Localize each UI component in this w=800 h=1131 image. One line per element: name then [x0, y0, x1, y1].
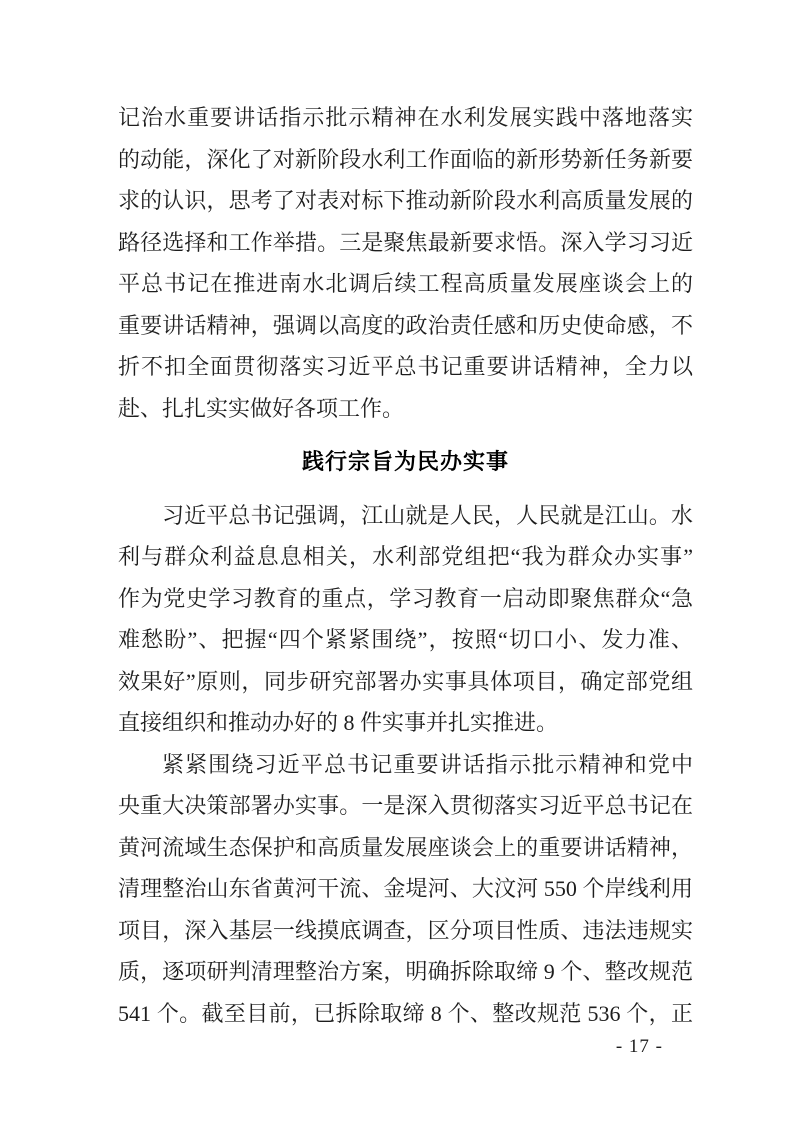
body-line: 黄河流域生态保护和高质量发展座谈会上的重要讲话精神， [118, 834, 693, 860]
body-line: 重要讲话精神，强调以高度的政治责任感和历史使命感，不 [118, 312, 693, 338]
body-line: 求的认识，思考了对表对标下推动新阶段水利高质量发展的 [118, 188, 693, 213]
body-line: 作为党史学习教育的重点，学习教育一启动即聚焦群众“急 [118, 585, 693, 611]
body-line: 利与群众利益息息相关，水利部党组把“我为群众办实事” [118, 544, 693, 569]
body-line: 折不扣全面贯彻落实习近平总书记重要讲话精神，全力以 [118, 354, 693, 379]
body-line: 习近平总书记强调，江山就是人民，人民就是江山。水 [162, 502, 693, 528]
paragraph-continuation [118, 97, 693, 429]
section-heading: 践行宗旨为民办实事 [301, 449, 509, 474]
body-line: 央重大决策部署办实事。一是深入贯彻落实习近平总书记在 [118, 793, 693, 818]
body-line: 路径选择和工作举措。三是聚焦最新要求悟。深入学习习近 [118, 229, 693, 255]
body-line: 541 个。截至目前，已拆除取缔 8 个、整改规范 536 个，正 [118, 1000, 693, 1026]
paragraph [118, 495, 693, 744]
text-column [118, 97, 693, 1034]
body-line: 效果好”原则，同步研究部署办实事具体项目，确定部党组 [118, 668, 693, 694]
body-line: 的动能，深化了对新阶段水利工作面临的新形势新任务新要 [118, 146, 693, 172]
paragraph [118, 744, 693, 1035]
body-line: 赴、扎扎实实做好各项工作。 [118, 395, 405, 421]
body-line: 直接组织和推动办好的 8 件实事并扎实推进。 [118, 710, 559, 735]
body-line: 难愁盼”、把握“四个紧紧围绕”，按照“切口小、发力准、 [118, 627, 693, 652]
body-line: 质，逐项研判清理整治方案，明确拆除取缔 9 个、整改规范 [118, 959, 693, 984]
page-number: - 17 - [615, 1036, 663, 1057]
body-line: 紧紧围绕习近平总书记重要讲话指示批示精神和党中 [162, 751, 693, 777]
body-line: 清理整治山东省黄河干流、金堤河、大汶河 550 个岸线利用 [118, 876, 693, 901]
body-line: 记治水重要讲话指示批示精神在水利发展实践中落地落实 [118, 105, 693, 130]
body-line: 项目，深入基层一线摸底调查，区分项目性质、违法违规实 [118, 917, 693, 943]
body-line: 平总书记在推进南水北调后续工程高质量发展座谈会上的 [118, 271, 693, 296]
